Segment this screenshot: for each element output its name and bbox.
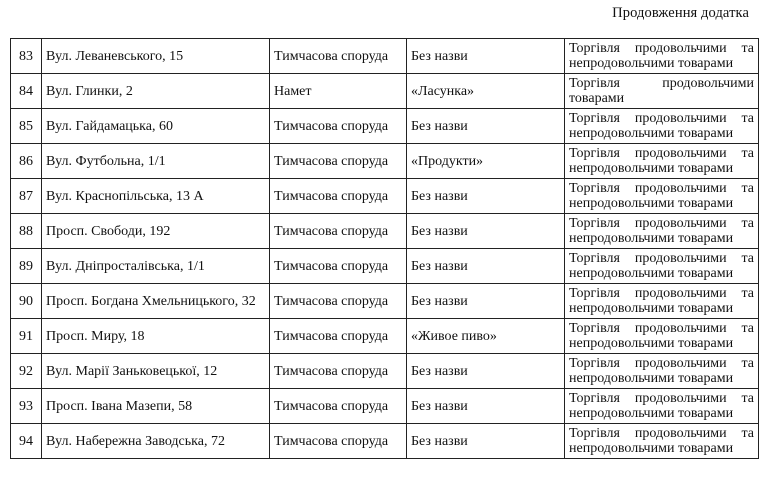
object-name-cell: «Ласунка» bbox=[407, 74, 565, 109]
row-number: 85 bbox=[11, 109, 42, 144]
address-cell: Вул. Набережна Заводська, 72 bbox=[42, 424, 270, 459]
address-cell: Вул. Леваневського, 15 bbox=[42, 39, 270, 74]
usage-cell: Торгівля продовольчими та непродовольчими товарами bbox=[565, 179, 759, 214]
usage-cell: Торгівля продовольчими та непродовольчими товарами bbox=[565, 424, 759, 459]
object-name-cell: Без назви bbox=[407, 389, 565, 424]
table-row bbox=[11, 214, 759, 249]
table-row bbox=[11, 144, 759, 179]
address-cell: Вул. Дніпросталівська, 1/1 bbox=[42, 249, 270, 284]
structure-type-cell: Тимчасова споруда bbox=[270, 39, 407, 74]
usage-cell: Торгівля продовольчими та непродовольчими товарами bbox=[565, 389, 759, 424]
usage-cell: Торгівля продовольчими та непродовольчими товарами bbox=[565, 144, 759, 179]
row-number: 86 bbox=[11, 144, 42, 179]
table-row bbox=[11, 109, 759, 144]
structure-type-cell: Тимчасова споруда bbox=[270, 389, 407, 424]
structure-type-cell: Тимчасова споруда bbox=[270, 249, 407, 284]
table-row bbox=[11, 319, 759, 354]
object-name-cell: «Продукти» bbox=[407, 144, 565, 179]
address-cell: Вул. Краснопільська, 13 А bbox=[42, 179, 270, 214]
table-row bbox=[11, 389, 759, 424]
address-cell: Вул. Футбольна, 1/1 bbox=[42, 144, 270, 179]
row-number: 89 bbox=[11, 249, 42, 284]
usage-cell: Торгівля продовольчими та непродовольчими товарами bbox=[565, 39, 759, 74]
row-number: 91 bbox=[11, 319, 42, 354]
usage-cell: Торгівля продовольчими та непродовольчими товарами bbox=[565, 109, 759, 144]
address-cell: Вул. Глинки, 2 bbox=[42, 74, 270, 109]
structure-type-cell: Тимчасова споруда bbox=[270, 284, 407, 319]
address-cell: Вул. Марії Заньковецької, 12 bbox=[42, 354, 270, 389]
address-cell: Вул. Гайдамацька, 60 bbox=[42, 109, 270, 144]
structure-type-cell: Тимчасова споруда bbox=[270, 144, 407, 179]
structure-type-cell: Тимчасова споруда bbox=[270, 354, 407, 389]
row-number: 87 bbox=[11, 179, 42, 214]
object-name-cell: Без назви bbox=[407, 284, 565, 319]
object-name-cell: Без назви bbox=[407, 424, 565, 459]
object-name-cell: Без назви bbox=[407, 109, 565, 144]
usage-cell: Торгівля продовольчими та непродовольчими товарами bbox=[565, 249, 759, 284]
object-name-cell: Без назви bbox=[407, 214, 565, 249]
table-row bbox=[11, 354, 759, 389]
table-row bbox=[11, 284, 759, 319]
table-row bbox=[11, 179, 759, 214]
usage-cell: Торгівля продовольчими та непродовольчими товарами bbox=[565, 214, 759, 249]
address-cell: Просп. Богдана Хмельницького, 32 bbox=[42, 284, 270, 319]
structure-type-cell: Тимчасова споруда bbox=[270, 424, 407, 459]
row-number: 92 bbox=[11, 354, 42, 389]
structure-type-cell: Тимчасова споруда bbox=[270, 109, 407, 144]
continuation-label: Продовження додатка bbox=[612, 5, 749, 21]
row-number: 88 bbox=[11, 214, 42, 249]
structure-type-cell: Тимчасова споруда bbox=[270, 319, 407, 354]
object-name-cell: «Живое пиво» bbox=[407, 319, 565, 354]
address-cell: Просп. Свободи, 192 bbox=[42, 214, 270, 249]
address-cell: Просп. Миру, 18 bbox=[42, 319, 270, 354]
structure-type-cell: Тимчасова споруда bbox=[270, 214, 407, 249]
table-row bbox=[11, 74, 759, 109]
row-number: 84 bbox=[11, 74, 42, 109]
structure-type-cell: Намет bbox=[270, 74, 407, 109]
usage-cell: Торгівля продовольчими та непродовольчими товарами bbox=[565, 319, 759, 354]
row-number: 94 bbox=[11, 424, 42, 459]
object-name-cell: Без назви bbox=[407, 354, 565, 389]
address-cell: Просп. Івана Мазепи, 58 bbox=[42, 389, 270, 424]
table-row bbox=[11, 39, 759, 74]
table-row bbox=[11, 249, 759, 284]
locations-table bbox=[10, 38, 759, 459]
usage-cell: Торгівля продовольчими та непродовольчими товарами bbox=[565, 284, 759, 319]
row-number: 93 bbox=[11, 389, 42, 424]
structure-type-cell: Тимчасова споруда bbox=[270, 179, 407, 214]
usage-cell: Торгівля продовольчими та непродовольчими товарами bbox=[565, 354, 759, 389]
object-name-cell: Без назви bbox=[407, 39, 565, 74]
row-number: 83 bbox=[11, 39, 42, 74]
object-name-cell: Без назви bbox=[407, 249, 565, 284]
usage-cell: Торгівля продовольчими товарами bbox=[565, 74, 759, 109]
object-name-cell: Без назви bbox=[407, 179, 565, 214]
table-row bbox=[11, 424, 759, 459]
row-number: 90 bbox=[11, 284, 42, 319]
